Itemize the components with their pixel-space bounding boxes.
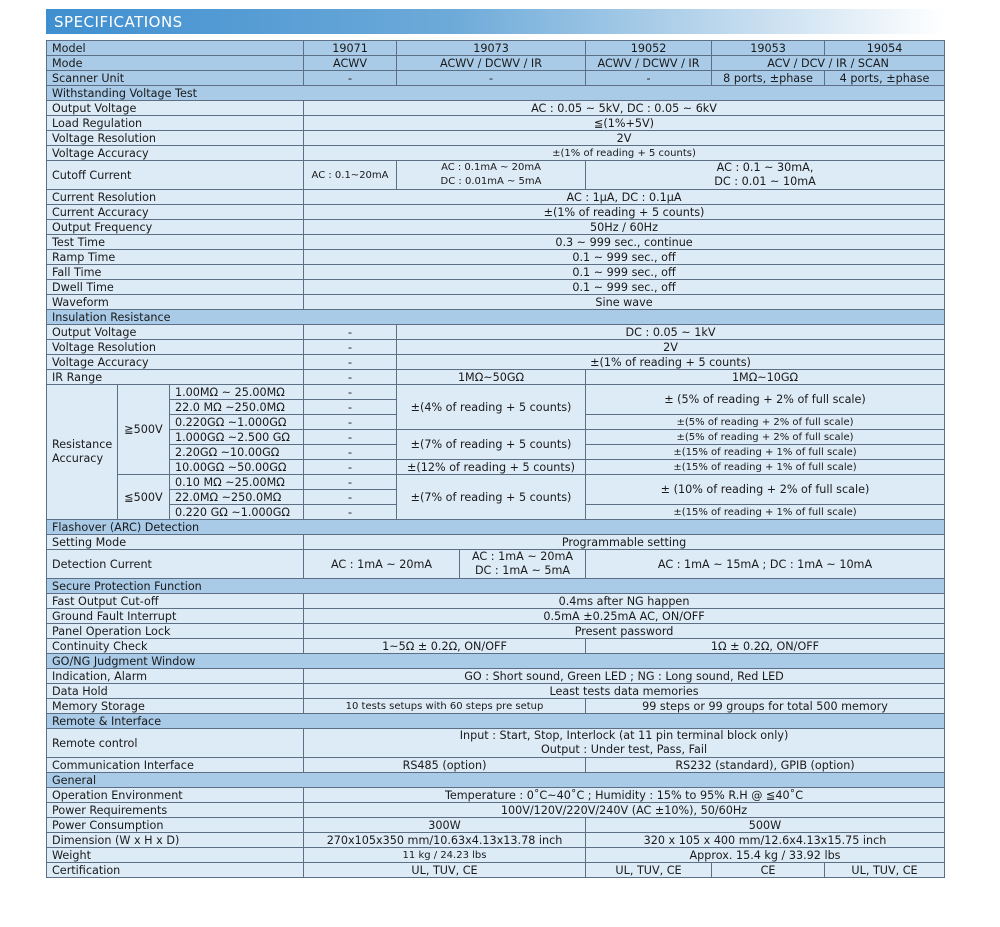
row-label: Output Voltage (47, 101, 304, 116)
cell: ±(7% of reading + 5 counts) (397, 475, 586, 520)
model-19052: 19052 (586, 41, 712, 56)
row-label: Current Resolution (47, 190, 304, 205)
range-cell: 0.220 GΩ ~1.000GΩ (170, 505, 304, 520)
cell: ± (5% of reading + 2% of full scale) (586, 385, 945, 415)
cell: - (304, 505, 397, 520)
section-header: Flashover (ARC) Detection (47, 520, 945, 535)
cell: - (397, 71, 586, 86)
range-cell: 0.10 MΩ ~25.00MΩ (170, 475, 304, 490)
section-header: General (47, 773, 945, 788)
row-mode (47, 56, 945, 71)
model-19071: 19071 (304, 41, 397, 56)
model-19053: 19053 (712, 41, 825, 56)
cell: AC : 1mA ~ 20mA (304, 550, 460, 579)
cell: AC : 1μA, DC : 0.1μA (304, 190, 945, 205)
cell: 11 kg / 24.23 lbs (304, 848, 586, 863)
section-header: Insulation Resistance (47, 310, 945, 325)
cell-line: Output : Under test, Pass, Fail (540, 743, 708, 756)
cell: 0.1 ~ 999 sec., off (304, 280, 945, 295)
row-label: Ramp Time (47, 250, 304, 265)
range-cell: 10.00GΩ ~50.00GΩ (170, 460, 304, 475)
cell: - (304, 325, 397, 340)
row-label: Model (47, 41, 304, 56)
cell-line: Resistance (52, 438, 113, 451)
row-label: Scanner Unit (47, 71, 304, 86)
cell: AC : 0.1~20mA (304, 161, 397, 190)
cell: - (304, 415, 397, 430)
cell-line: DC : 0.01mA ~ 5mA (440, 176, 542, 187)
cell: - (304, 430, 397, 445)
model-19073: 19073 (397, 41, 586, 56)
range-cell: 1.000GΩ ~2.500 GΩ (170, 430, 304, 445)
cell: - (304, 475, 397, 490)
row-label: Voltage Accuracy (47, 146, 304, 161)
cell: AC : 1mA ~ 15mA ; DC : 1mA ~ 10mA (586, 550, 945, 579)
cell: Sine wave (304, 295, 945, 310)
row-label: Dwell Time (47, 280, 304, 295)
cell: - (304, 400, 397, 415)
cell: ±(1% of reading + 5 counts) (397, 355, 945, 370)
range-cell: 2.20GΩ ~10.00GΩ (170, 445, 304, 460)
row-label: Dimension (W x H x D) (47, 833, 304, 848)
row-model (47, 41, 945, 56)
cell: 1MΩ~50GΩ (397, 370, 586, 385)
row-label: Mode (47, 56, 304, 71)
cell-line: AC : 1mA ~ 20mA (471, 550, 574, 563)
row-label: Load Regulation (47, 116, 304, 131)
cell: 0.4ms after NG happen (304, 594, 945, 609)
cell: ± (10% of reading + 2% of full scale) (586, 475, 945, 505)
row-label: Detection Current (47, 550, 304, 579)
cell: - (586, 71, 712, 86)
section-header: Withstanding Voltage Test (47, 86, 945, 101)
row-label: Output Frequency (47, 220, 304, 235)
cell: Least tests data memories (304, 684, 945, 699)
row-label: Certification (47, 863, 304, 878)
cell: - (304, 340, 397, 355)
cell: 2V (397, 340, 945, 355)
row-label: Setting Mode (47, 535, 304, 550)
cell: - (304, 445, 397, 460)
cell: 2V (304, 131, 945, 146)
cell (397, 161, 586, 190)
cell: UL, TUV, CE (825, 863, 945, 878)
cell: ±(4% of reading + 5 counts) (397, 385, 586, 430)
row-label: Power Requirements (47, 803, 304, 818)
row-label: Weight (47, 848, 304, 863)
cell: AC : 0.05 ~ 5kV, DC : 0.05 ~ 6kV (304, 101, 945, 116)
cell: GO : Short sound, Green LED ; NG : Long sound, Red LED (304, 669, 945, 684)
cell-line: AC : 0.1 ~ 30mA, (716, 161, 814, 174)
cell: 10 tests setups with 60 steps pre setup (304, 699, 586, 714)
row-label: Voltage Accuracy (47, 355, 304, 370)
cell-line: Input : Start, Stop, Interlock (at 11 pin terminal block only) (459, 729, 789, 742)
cell: Programmable setting (304, 535, 945, 550)
cell: Temperature : 0˚C~40˚C ; Humidity : 15% to 95% R.H @ ≦40˚C (304, 788, 945, 803)
cell: DC : 0.05 ~ 1kV (397, 325, 945, 340)
cell: 100V/120V/220V/240V (AC ±10%), 50/60Hz (304, 803, 945, 818)
cell: ±(7% of reading + 5 counts) (397, 430, 586, 460)
row-label: Ground Fault Interrupt (47, 609, 304, 624)
row-label: Memory Storage (47, 699, 304, 714)
cell: ±(15% of reading + 1% of full scale) (586, 460, 945, 475)
cell: 0.5mA ±0.25mA AC, ON/OFF (304, 609, 945, 624)
cell: ACWV / DCWV / IR (397, 56, 586, 71)
cell: RS232 (standard), GPIB (option) (586, 758, 945, 773)
cell: ACWV (304, 56, 397, 71)
cell: - (304, 370, 397, 385)
cell-line: DC : 0.01 ~ 10mA (714, 175, 816, 188)
cell: ±(1% of reading + 5 counts) (304, 205, 945, 220)
cell: 4 ports, ±phase (825, 71, 945, 86)
cell: ACV / DCV / IR / SCAN (712, 56, 945, 71)
cell (586, 161, 945, 190)
cell: 0.1 ~ 999 sec., off (304, 265, 945, 280)
cell: ±(1% of reading + 5 counts) (304, 146, 945, 161)
cell: 0.1 ~ 999 sec., off (304, 250, 945, 265)
row-label: Data Hold (47, 684, 304, 699)
cell: 1~5Ω ± 0.2Ω, ON/OFF (304, 639, 586, 654)
section-header: Remote & Interface (47, 714, 945, 729)
row-label: Current Accuracy (47, 205, 304, 220)
spec-table (46, 40, 945, 878)
row-label: Fall Time (47, 265, 304, 280)
cell: 0.3 ~ 999 sec., continue (304, 235, 945, 250)
cell: ±(5% of reading + 2% of full scale) (586, 415, 945, 430)
cell: 50Hz / 60Hz (304, 220, 945, 235)
cell: 300W (304, 818, 586, 833)
row-label: Output Voltage (47, 325, 304, 340)
cell: ±(15% of reading + 1% of full scale) (586, 445, 945, 460)
cell: Approx. 15.4 kg / 33.92 lbs (586, 848, 945, 863)
cell: - (304, 71, 397, 86)
cell: 320 x 105 x 400 mm/12.6x4.13x15.75 inch (586, 833, 945, 848)
cell: - (304, 385, 397, 400)
page-title: SPECIFICATIONS (54, 13, 183, 31)
cell: 8 ports, ±phase (712, 71, 825, 86)
resistance-accuracy-label (47, 385, 118, 520)
cell: 1Ω ± 0.2Ω, ON/OFF (586, 639, 945, 654)
cell: UL, TUV, CE (586, 863, 712, 878)
cell: ±(12% of reading + 5 counts) (397, 460, 586, 475)
cell: - (304, 460, 397, 475)
row-label: Continuity Check (47, 639, 304, 654)
row-label: Power Consumption (47, 818, 304, 833)
row-label: Fast Output Cut-off (47, 594, 304, 609)
cell-line: DC : 1mA ~ 5mA (474, 564, 571, 577)
cell: ACWV / DCWV / IR (586, 56, 712, 71)
row-label: Panel Operation Lock (47, 624, 304, 639)
cell: - (304, 355, 397, 370)
model-19054: 19054 (825, 41, 945, 56)
cell: 1MΩ~10GΩ (586, 370, 945, 385)
row-label: Waveform (47, 295, 304, 310)
cell: ±(15% of reading + 1% of full scale) (586, 505, 945, 520)
row-label: Test Time (47, 235, 304, 250)
cell: RS485 (option) (304, 758, 586, 773)
range-le500: ≦500V (118, 475, 170, 520)
section-header: Secure Protection Function (47, 579, 945, 594)
cell-line: AC : 0.1mA ~ 20mA (441, 162, 541, 173)
cell (460, 550, 586, 579)
cell: 99 steps or 99 groups for total 500 memory (586, 699, 945, 714)
cell: ≦(1%+5V) (304, 116, 945, 131)
cell: UL, TUV, CE (304, 863, 586, 878)
range-cell: 0.220GΩ ~1.000GΩ (170, 415, 304, 430)
cell: 500W (586, 818, 945, 833)
row-label: Cutoff Current (47, 161, 304, 190)
row-label: Voltage Resolution (47, 340, 304, 355)
row-label: IR Range (47, 370, 304, 385)
cell: ±(5% of reading + 2% of full scale) (586, 430, 945, 445)
cell-line: Accuracy (52, 452, 104, 465)
range-cell: 1.00MΩ ~ 25.00MΩ (170, 385, 304, 400)
cell: CE (712, 863, 825, 878)
cell: Present password (304, 624, 945, 639)
cell: - (304, 490, 397, 505)
cell: 270x105x350 mm/10.63x4.13x13.78 inch (304, 833, 586, 848)
row-label: Communication Interface (47, 758, 304, 773)
row-label: Remote control (47, 729, 304, 758)
row-label: Indication, Alarm (47, 669, 304, 684)
range-cell: 22.0MΩ ~250.0MΩ (170, 490, 304, 505)
row-label: Voltage Resolution (47, 131, 304, 146)
range-cell: 22.0 MΩ ~250.0MΩ (170, 400, 304, 415)
range-ge500: ≧500V (118, 385, 170, 475)
row-label: Operation Environment (47, 788, 304, 803)
title-bar (46, 9, 944, 34)
section-header: GO/NG Judgment Window (47, 654, 945, 669)
row-scanner (47, 71, 945, 86)
cell (304, 729, 945, 758)
